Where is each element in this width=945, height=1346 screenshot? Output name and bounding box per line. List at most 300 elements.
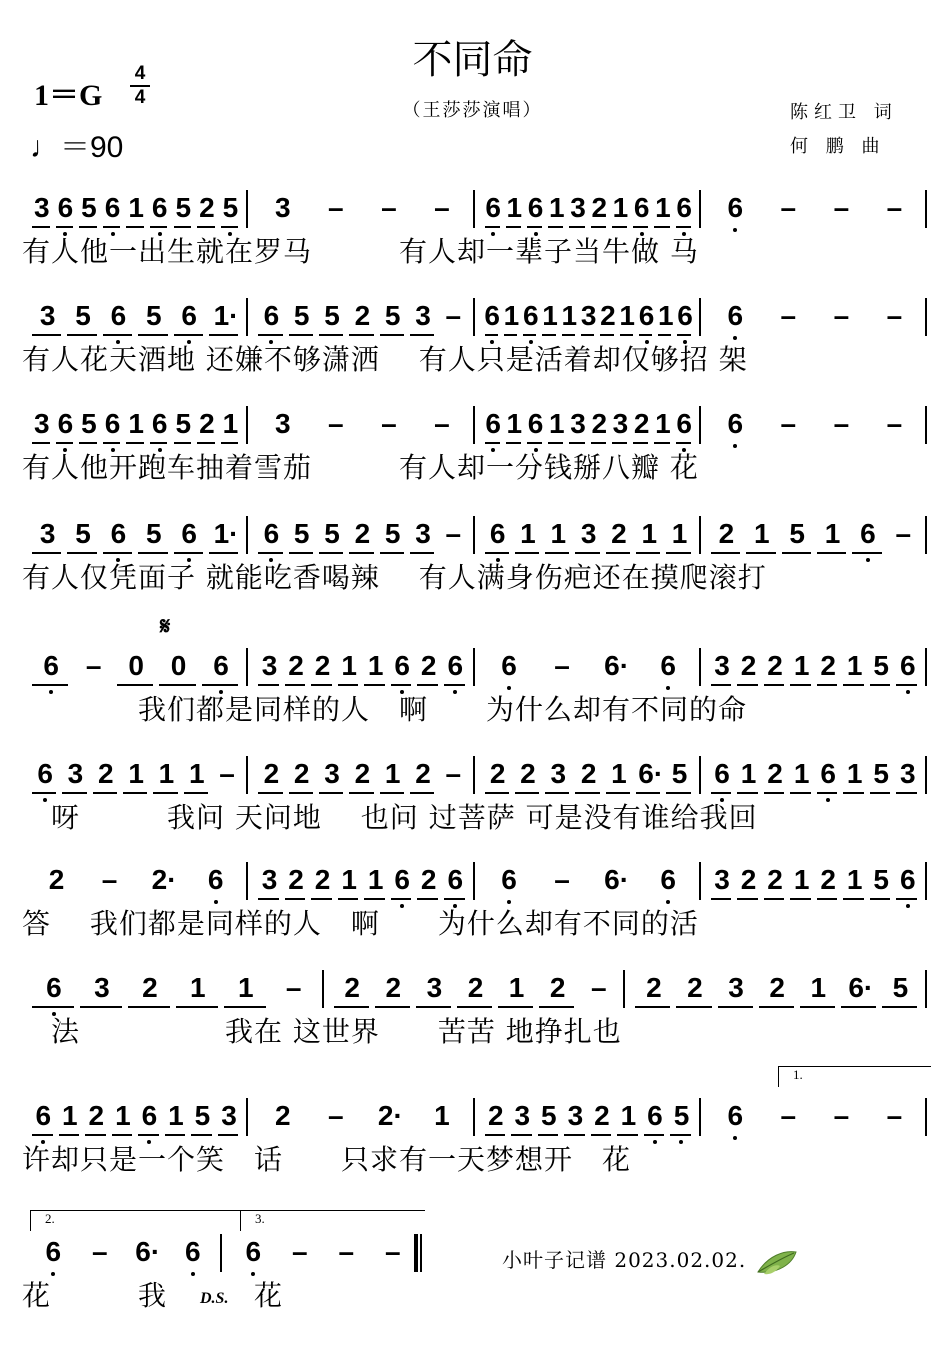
- note: 6: [37, 758, 53, 789]
- note: –: [328, 408, 344, 439]
- octave-dot: [906, 904, 910, 908]
- beam-line: [843, 898, 864, 900]
- beam-line: [737, 792, 758, 794]
- note: 2: [48, 864, 65, 895]
- beam-line: [319, 334, 343, 336]
- beam-line: [545, 792, 569, 794]
- beam-line: [32, 1134, 53, 1136]
- note: 6: [394, 650, 410, 681]
- beam-line: [591, 1134, 612, 1136]
- beam-line: [612, 442, 627, 444]
- beam-line: [349, 552, 373, 554]
- note: 1: [620, 1100, 637, 1131]
- beam-line: [117, 684, 153, 686]
- note: –: [886, 1100, 903, 1131]
- beam-line: [896, 898, 917, 900]
- note: –: [886, 300, 903, 331]
- note: 5: [75, 518, 91, 549]
- note: 2: [520, 758, 536, 789]
- barline: [925, 406, 927, 444]
- lyrics-line: 有人他开跑车抽着雪茄 有人却一分钱掰八瓣 花: [22, 451, 699, 484]
- note: 2: [580, 758, 597, 789]
- note: 2: [142, 972, 158, 1003]
- note: 3: [324, 758, 340, 789]
- barline: [246, 406, 248, 444]
- note: 1: [367, 650, 384, 681]
- note: –: [780, 300, 797, 331]
- note: 6: [213, 650, 229, 681]
- note: 2: [354, 758, 371, 789]
- beam-line: [548, 442, 563, 444]
- note: –: [780, 1100, 797, 1131]
- beam-line: [138, 1134, 159, 1136]
- note: 2: [767, 650, 783, 681]
- note: 6: [727, 192, 744, 223]
- note: –: [434, 408, 450, 439]
- note: 3: [580, 300, 597, 331]
- transcriber-credit: [502, 1244, 800, 1278]
- beam-line: [677, 334, 690, 336]
- beam-line: [221, 226, 239, 228]
- barline: [246, 862, 248, 900]
- barline: [246, 756, 248, 794]
- final-barline: [414, 1234, 418, 1272]
- note: 2: [274, 1100, 291, 1131]
- beam-line: [498, 1006, 533, 1008]
- beam-line: [581, 334, 594, 336]
- note: 3: [33, 192, 50, 223]
- beam-line: [718, 1006, 753, 1008]
- note: –: [384, 1236, 401, 1267]
- note: 6: [485, 408, 501, 439]
- volta-bracket-first: 1.: [778, 1066, 931, 1087]
- beam-line: [165, 1134, 186, 1136]
- beam-line: [258, 684, 279, 686]
- note: 2: [314, 650, 331, 681]
- segno-sign: 𝄋: [160, 612, 171, 640]
- note: –: [381, 192, 397, 223]
- beam-line: [221, 442, 239, 444]
- beam-line: [676, 442, 691, 444]
- note: 6: [660, 650, 676, 681]
- beam-line: [258, 552, 282, 554]
- tempo-mark: [30, 122, 123, 166]
- note: 1·: [213, 300, 239, 331]
- note: 2: [263, 758, 280, 789]
- note: 6: [489, 518, 506, 549]
- note: 3: [94, 972, 110, 1003]
- leaf-icon: [754, 1246, 800, 1278]
- time-bottom: 4: [134, 87, 146, 108]
- beam-line: [319, 792, 343, 794]
- barline: [246, 190, 248, 228]
- beam-line: [150, 226, 168, 228]
- barline: [699, 298, 701, 336]
- beam-line: [391, 898, 412, 900]
- beam-line: [759, 1006, 794, 1008]
- note: 6: [394, 864, 410, 895]
- octave-dot: [866, 558, 870, 562]
- note: –: [338, 1236, 355, 1267]
- beam-line: [417, 898, 438, 900]
- note: 1: [188, 758, 205, 789]
- beam-line: [391, 684, 412, 686]
- beam-line: [666, 552, 690, 554]
- beam-line: [600, 334, 613, 336]
- note: 1: [754, 518, 770, 549]
- beam-line: [676, 1006, 711, 1008]
- note: 2: [767, 864, 783, 895]
- note: 2: [199, 192, 215, 223]
- note: 1: [434, 1100, 450, 1131]
- note: 5: [324, 518, 340, 549]
- note: 6: [727, 1100, 744, 1131]
- note: –: [833, 1100, 850, 1131]
- beam-line: [258, 898, 279, 900]
- beam-line: [364, 684, 385, 686]
- octave-dot: [733, 228, 737, 232]
- note: 6: [820, 758, 836, 789]
- beam-line: [103, 226, 121, 228]
- note: 1: [612, 192, 629, 223]
- note: 6: [677, 300, 693, 331]
- note: 6·: [638, 758, 664, 789]
- note: 1: [619, 300, 635, 331]
- beam-line: [527, 226, 542, 228]
- lyrics-line: 有人花天酒地 还嫌不够潇洒 有人只是活着却仅够招 架: [22, 343, 748, 376]
- note: 2: [385, 972, 402, 1003]
- note: –: [445, 758, 462, 789]
- note: 5: [81, 192, 97, 223]
- beam-line: [103, 552, 132, 554]
- note: 5: [194, 1100, 211, 1131]
- note: 3: [415, 300, 431, 331]
- note: 6: [184, 1236, 201, 1267]
- beam-line: [289, 552, 313, 554]
- beam-line: [126, 442, 144, 444]
- beam-line: [334, 1006, 369, 1008]
- beam-line: [349, 334, 373, 336]
- beam-line: [32, 684, 68, 686]
- beam-line: [191, 1134, 212, 1136]
- note: 3: [514, 1100, 531, 1131]
- octave-dot: [826, 798, 830, 802]
- beam-line: [485, 226, 500, 228]
- note: 1: [542, 300, 558, 331]
- barline: [623, 970, 625, 1008]
- note: –: [285, 972, 302, 1003]
- key-signature: 1＝G: [34, 79, 103, 112]
- beam-line: [224, 1006, 266, 1008]
- note: 1: [611, 758, 627, 789]
- beam-line: [539, 1006, 574, 1008]
- barline: [420, 1234, 422, 1272]
- note: 1: [655, 408, 671, 439]
- lyrics-line: 答 我们都是同样的人 啊 为什么却有不同的活: [22, 907, 699, 940]
- beam-line: [67, 552, 96, 554]
- beam-line: [654, 442, 669, 444]
- barline: [925, 516, 927, 554]
- barline: [473, 298, 475, 336]
- beam-line: [711, 898, 732, 900]
- note: 1: [506, 192, 523, 223]
- note: 1: [655, 192, 671, 223]
- beam-line: [174, 334, 203, 336]
- note: 1: [658, 300, 674, 331]
- beam-line: [575, 792, 599, 794]
- beam-line: [184, 792, 208, 794]
- beam-line: [209, 552, 238, 554]
- note: 1: [341, 864, 357, 895]
- note: 5: [293, 518, 310, 549]
- note: 1: [367, 864, 384, 895]
- lyrics-line: 花 我: [22, 1279, 168, 1312]
- note: 2: [740, 650, 757, 681]
- tempo-value: ＝90: [60, 131, 124, 164]
- note: 1: [520, 518, 536, 549]
- beam-line: [800, 1006, 835, 1008]
- barline: [925, 862, 927, 900]
- lyrics-line: 有人仅凭面子 就能吃香喝辣 有人满身伤疤还在摸爬滚打: [22, 561, 767, 594]
- beam-line: [896, 684, 917, 686]
- beam-line: [319, 552, 343, 554]
- beam-line: [485, 792, 509, 794]
- note: 5: [75, 300, 91, 331]
- barline: [925, 756, 927, 794]
- beam-line: [635, 1006, 670, 1008]
- barline: [925, 648, 927, 686]
- note: 5: [541, 1100, 557, 1131]
- beam-line: [790, 898, 811, 900]
- note: 2: [354, 300, 371, 331]
- barline: [473, 406, 475, 444]
- note: 3: [261, 650, 278, 681]
- note: 2: [199, 408, 215, 439]
- barline: [699, 516, 701, 554]
- barline: [473, 756, 475, 794]
- note: 5: [175, 408, 192, 439]
- note: 5: [384, 300, 401, 331]
- note: 3: [33, 408, 50, 439]
- note: 6: [899, 864, 916, 895]
- note: –: [445, 300, 462, 331]
- note: 6: [57, 408, 74, 439]
- note: 2: [288, 864, 304, 895]
- note: 6: [727, 408, 744, 439]
- note: 1: [158, 758, 175, 789]
- beam-line: [62, 792, 86, 794]
- note: 6: [447, 650, 464, 681]
- note: 2·: [151, 864, 177, 895]
- note: –: [833, 192, 850, 223]
- note: 3: [221, 1100, 237, 1131]
- note: 1: [846, 864, 863, 895]
- beam-line: [633, 442, 648, 444]
- beam-line: [289, 792, 313, 794]
- beam-line: [841, 1006, 876, 1008]
- beam-line: [569, 442, 584, 444]
- beam-line: [380, 792, 404, 794]
- note: 2: [293, 758, 310, 789]
- note: 0: [128, 650, 144, 681]
- note: 5: [892, 972, 909, 1003]
- note: 6: [647, 1100, 663, 1131]
- octave-dot: [733, 1136, 737, 1140]
- note: 6: [501, 864, 517, 895]
- note: 1: [846, 650, 863, 681]
- note: 6: [485, 192, 501, 223]
- barline: [925, 298, 927, 336]
- note: 6: [860, 518, 876, 549]
- note: 6: [527, 192, 544, 223]
- beam-line: [817, 898, 838, 900]
- barline: [925, 1098, 927, 1136]
- note: 6·: [135, 1236, 161, 1267]
- beam-line: [174, 442, 192, 444]
- barline: [246, 648, 248, 686]
- note: 2: [594, 1100, 610, 1131]
- barline: [699, 406, 701, 444]
- beam-line: [896, 792, 917, 794]
- song-title: 不同命: [412, 37, 533, 83]
- barline: [246, 516, 248, 554]
- note: 5: [673, 1100, 690, 1131]
- note: 2: [344, 972, 360, 1003]
- note: –: [434, 192, 450, 223]
- note: 2: [420, 650, 437, 681]
- beam-line: [764, 898, 785, 900]
- beam-line: [338, 898, 359, 900]
- note: –: [780, 192, 797, 223]
- note: 2: [633, 408, 650, 439]
- beam-line: [620, 334, 633, 336]
- note: –: [101, 864, 118, 895]
- lyrics-line: 许却只是一个笑 话 只求有一天梦想开 花: [22, 1143, 632, 1176]
- note: –: [895, 518, 912, 549]
- beam-line: [617, 1134, 638, 1136]
- beam-line: [870, 792, 891, 794]
- note: 5: [222, 192, 239, 223]
- note: 6: [181, 518, 197, 549]
- note: 3: [274, 408, 291, 439]
- note: 1: [671, 518, 688, 549]
- beam-line: [209, 334, 238, 336]
- note: 1: [384, 758, 401, 789]
- beam-line: [410, 552, 434, 554]
- beam-line: [112, 1134, 133, 1136]
- beam-line: [444, 898, 465, 900]
- note: 1: [503, 300, 520, 331]
- beam-line: [639, 334, 652, 336]
- octave-dot: [653, 1140, 657, 1144]
- note: 1·: [213, 518, 239, 549]
- beam-line: [676, 226, 691, 228]
- note: 3: [550, 758, 567, 789]
- beam-line: [636, 552, 660, 554]
- note: 0: [170, 650, 187, 681]
- time-top: 4: [134, 63, 146, 84]
- note: 2: [591, 192, 608, 223]
- barline: [246, 1098, 248, 1136]
- beam-line: [654, 226, 669, 228]
- beam-line: [32, 552, 61, 554]
- note: 1: [222, 408, 239, 439]
- volta-bracket-second: 2.: [30, 1210, 250, 1231]
- note: –: [328, 192, 344, 223]
- note: 6: [638, 300, 655, 331]
- note: 3: [426, 972, 443, 1003]
- beam-line: [174, 226, 192, 228]
- note: 5: [384, 518, 401, 549]
- beam-line: [644, 1134, 665, 1136]
- beam-line: [485, 442, 500, 444]
- note: 2: [415, 758, 431, 789]
- beam-line: [311, 898, 332, 900]
- note: 3: [261, 864, 278, 895]
- note: 3: [714, 864, 730, 895]
- beam-line: [218, 1134, 239, 1136]
- note: 6: [263, 300, 280, 331]
- beam-line: [711, 552, 740, 554]
- note: 6: [245, 1236, 262, 1267]
- note: 6: [522, 300, 539, 331]
- note: 6: [676, 408, 692, 439]
- note: 2: [740, 864, 757, 895]
- beam-line: [197, 442, 215, 444]
- note: –: [91, 1236, 108, 1267]
- note: 2: [820, 650, 836, 681]
- note: 1: [506, 408, 523, 439]
- note: 2: [98, 758, 114, 789]
- note: 3: [899, 758, 916, 789]
- note: 6·: [848, 972, 874, 1003]
- beam-line: [670, 1134, 691, 1136]
- beam-line: [612, 226, 627, 228]
- beam-line: [711, 684, 732, 686]
- beam-line: [548, 226, 563, 228]
- beam-line: [506, 442, 521, 444]
- note: 3: [580, 518, 597, 549]
- beam-line: [138, 552, 167, 554]
- beam-line: [285, 684, 306, 686]
- time-signature: [130, 64, 150, 108]
- beam-line: [126, 226, 144, 228]
- beam-line: [85, 1134, 106, 1136]
- note: 3: [567, 1100, 584, 1131]
- note: 1: [793, 758, 810, 789]
- note: 6: [714, 758, 730, 789]
- beam-line: [123, 792, 147, 794]
- beam-line: [202, 684, 238, 686]
- note: 5: [873, 758, 889, 789]
- note: 6: [57, 192, 74, 223]
- note: 1: [641, 518, 658, 549]
- note: 6: [263, 518, 280, 549]
- note: –: [780, 408, 797, 439]
- note: 6: [151, 408, 168, 439]
- note: 1: [548, 408, 565, 439]
- note: 6·: [604, 650, 630, 681]
- beam-line: [633, 226, 648, 228]
- beam-line: [32, 1006, 74, 1008]
- beam-line: [636, 792, 660, 794]
- note: 6: [899, 650, 916, 681]
- beam-line: [511, 1134, 532, 1136]
- volta-bracket-third: 3.: [240, 1210, 425, 1231]
- note: 1: [115, 1100, 131, 1131]
- beam-line: [606, 792, 630, 794]
- note: 2: [591, 408, 608, 439]
